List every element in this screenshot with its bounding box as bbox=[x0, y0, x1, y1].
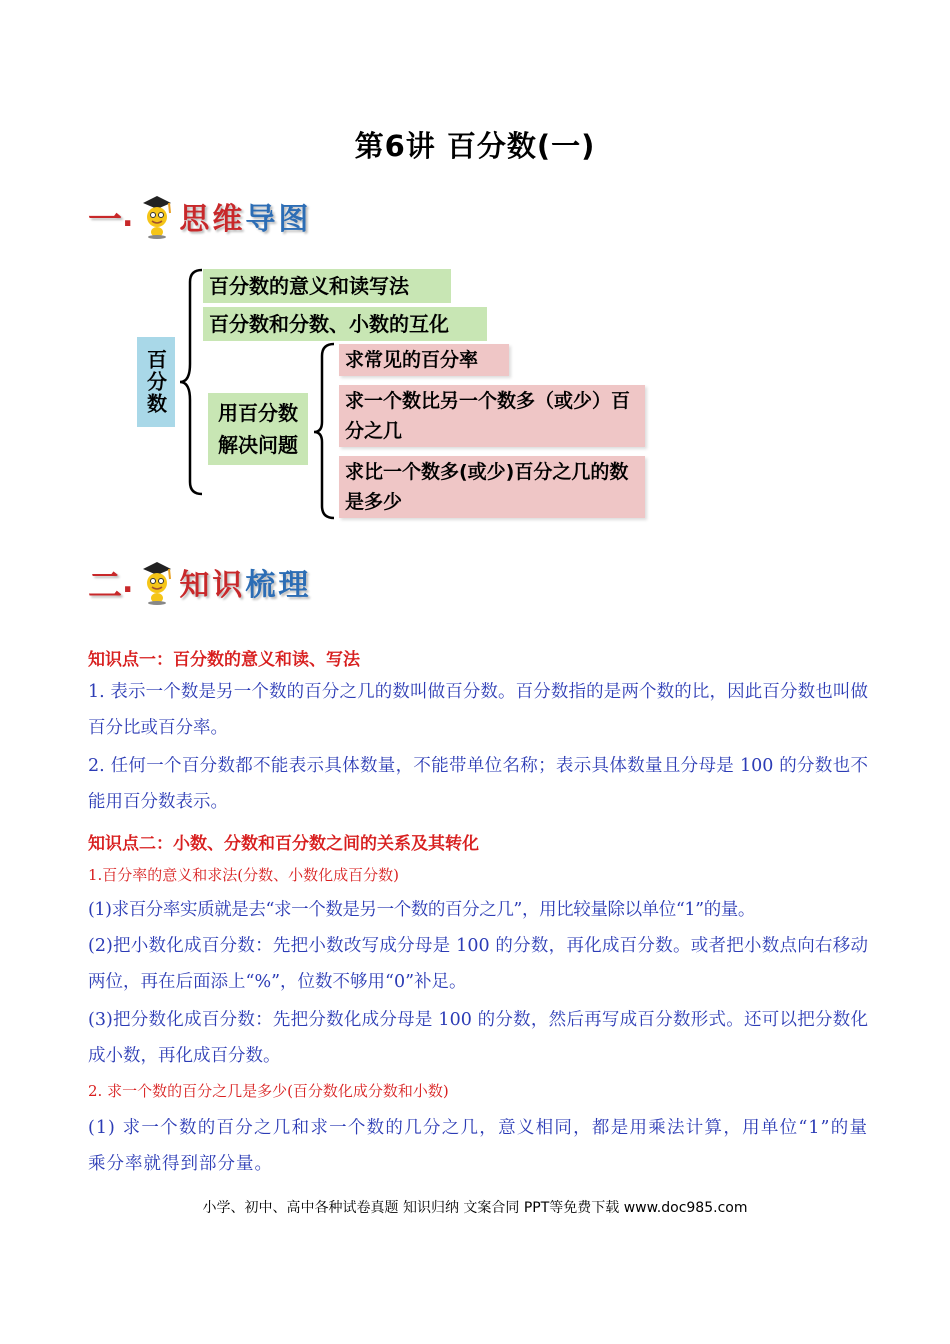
section-header-knowledge bbox=[88, 552, 311, 612]
knowledge-point-2-para-1: (1)求百分率实质就是去“求一个数是另一个数的百分之几”，用比较量除以单位“1”的量。 bbox=[88, 900, 756, 920]
mindmap-branch-meaning: 百分数的意义和读写法 bbox=[203, 269, 451, 303]
knowledge-point-2-subtitle-1: 1.百分率的意义和求法(分数、小数化成百分数) bbox=[88, 866, 400, 884]
mindmap-leaf-rate: 求常见的百分率 bbox=[339, 344, 509, 376]
graduate-mascot-icon bbox=[139, 193, 175, 239]
mindmap-root: 百分数 bbox=[137, 337, 175, 427]
section-header-mindmap bbox=[88, 186, 311, 246]
mindmap-branch-problems: 用百分数解决问题 bbox=[208, 393, 308, 465]
section-number: 一 bbox=[88, 199, 122, 240]
section-label: 知识梳理 bbox=[179, 568, 312, 603]
mindmap-leaf-find-number: 求比一个数多(或少)百分之几的数是多少 bbox=[339, 456, 645, 518]
mindmap-branch-conversion: 百分数和分数、小数的互化 bbox=[203, 307, 487, 341]
graduate-mascot-icon bbox=[139, 559, 175, 605]
section-label: 思维导图 bbox=[179, 202, 312, 237]
section-number: 二 bbox=[88, 565, 122, 606]
mindmap-leaf-more-less-percent: 求一个数比另一个数多（或少）百分之几 bbox=[339, 385, 645, 447]
knowledge-point-1-para-2: 2. 任何一个百分数都不能表示具体数量，不能带单位名称；表示具体数量且分母是 100 的分数也不能用百分数表示。 bbox=[88, 756, 868, 812]
knowledge-point-2-title: 知识点二：小数、分数和百分数之间的关系及其转化 bbox=[88, 834, 479, 854]
knowledge-point-1-title: 知识点一：百分数的意义和读、写法 bbox=[88, 650, 360, 670]
page-title: 第6讲 百分数(一) bbox=[354, 129, 596, 163]
knowledge-point-2-para-4: (1) 求一个数的百分之几和求一个数的几分之几，意义相同，都是用乘法计算，用单位“1”的量乘分率就得到部分量。 bbox=[88, 1118, 868, 1174]
knowledge-point-2-subtitle-2: 2. 求一个数的百分之几是多少(百分数化成分数和小数) bbox=[88, 1082, 449, 1100]
section-dot: . bbox=[122, 198, 134, 234]
knowledge-point-1-para-1: 1. 表示一个数是另一个数的百分之几的数叫做百分数。百分数指的是两个数的比，因此百分数也叫做百分比或百分率。 bbox=[88, 682, 868, 738]
section-dot: . bbox=[122, 564, 134, 600]
knowledge-point-2-para-3: (3)把分数化成百分数：先把分数化成分母是 100 的分数，然后再写成百分数形式。还可以把分数化成小数，再化成百分数。 bbox=[88, 1010, 868, 1066]
page-footer: 小学、初中、高中各种试卷真题 知识归纳 文案合同 PPT等免费下载 www.doc985.com bbox=[202, 1200, 748, 1216]
knowledge-point-2-para-2: (2)把小数化成百分数：先把小数改写成分母是 100 的分数，再化成百分数。或者把小数点向右移动两位，再在后面添上“%”，位数不够用“0”补足。 bbox=[88, 936, 868, 992]
